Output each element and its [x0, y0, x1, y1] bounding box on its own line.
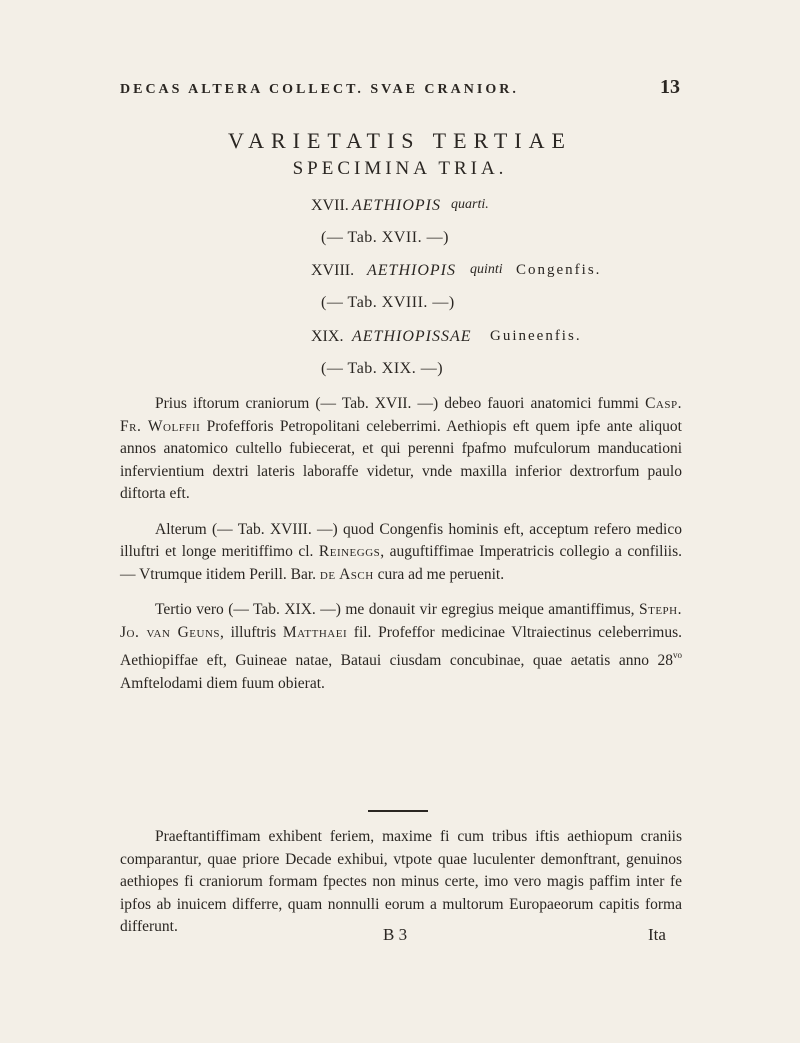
plate-reference: (— Tab. XVII. —)	[321, 229, 449, 246]
plate-reference: (— Tab. XIX. —)	[321, 360, 444, 377]
signature-mark: B 3	[383, 925, 408, 944]
section-subheading: SPECIMINA TRIA.	[292, 158, 508, 179]
running-title: DECAS ALTERA COLLECT. SVAE CRANIOR.	[120, 82, 519, 97]
superscript: vo	[673, 650, 682, 660]
person-name: Reineggs	[318, 543, 381, 560]
specimen-name: AETHIOPISSAE	[352, 328, 472, 345]
person-name: Matthaei	[282, 623, 348, 641]
person-name: Casp. Fr. Wolffii	[120, 395, 682, 435]
person-name: de	[319, 565, 336, 583]
closing-paragraph	[120, 826, 682, 939]
text-run: , illuftris	[220, 623, 283, 641]
body-text	[120, 393, 682, 708]
text-run: Amftelodami diem fuum obierat.	[120, 674, 325, 692]
person-name: Asch	[335, 565, 374, 583]
person-name: Steph. Jo. van Geuns	[120, 601, 682, 641]
specimen-ordinal: quarti.	[451, 197, 489, 212]
paragraph-2	[120, 519, 682, 587]
page-number: 13	[660, 76, 680, 98]
text-run: Tertio vero (— Tab. XIX. —) me donauit vir egregius meique amantiffimus,	[155, 601, 639, 618]
paragraph-4: Praeftantiffimam exhibent feriem, maxime fi cum tribus iftis aethiopum craniis comparantur, quae priore Decade exhibui, vtpote quae luculenter demonftrant, genuinos aethiopes fi craniorum formam fpectes non minus certe, imo vero magis paffim inter fe ipfos ab inuicem differre, quam nonnulli eorum a multorum Europaeorum capitis forma differunt.	[120, 828, 682, 935]
specimen-name: AETHIOPIS	[367, 262, 456, 279]
specimen-number: XIX.	[311, 328, 344, 345]
text-run: fil. Profeffor medicinae Vltraiectinus celeberrimus. Aethiopiffae eft, Guineae natae, Bataui ciusdam concubinae, quae aetatis anno 28	[120, 623, 683, 669]
text-run: cura ad me peruenit.	[373, 565, 505, 583]
specimen-name: AETHIOPIS	[352, 197, 441, 214]
section-heading: VARIETATIS TERTIAE	[228, 128, 572, 153]
paragraph-3	[120, 599, 682, 695]
specimen-locale: Congenfis.	[516, 262, 602, 278]
plate-reference: (— Tab. XVIII. —)	[321, 294, 455, 311]
section-divider	[368, 810, 428, 812]
paragraph-1	[120, 393, 682, 506]
text-run: Alterum (— Tab. XVIII. —) quod Congenfis hominis eft, acceptum refero medico illuftri et longe meritiffimo cl.	[120, 520, 682, 560]
text-run: Profefforis Petropolitani celeberrimi. Aethiopis eft quem ipfe ante aliquot annos anatomico cultello fubiecerat, et qui perenni fpafmo mufculorum manducationi infervientium dextri lateris laboraffe videtur, vnde maxilla inferior dextrorfum paulo diftorta eft.	[120, 417, 682, 502]
specimen-locale: Guineenfis.	[490, 328, 582, 344]
catchword: Ita	[648, 925, 666, 944]
running-head	[120, 76, 680, 99]
text-run: , auguftiffimae Imperatricis collegio a confiliis. — Vtrumque itidem Perill. Bar.	[120, 543, 683, 583]
text-run: Prius iftorum craniorum (— Tab. XVII. —) debeo fauori anatomici fummi	[155, 395, 646, 412]
specimen-ordinal: quinti	[470, 262, 503, 277]
specimen-number: XVIII.	[311, 262, 355, 279]
specimen-number: XVII.	[311, 197, 349, 214]
